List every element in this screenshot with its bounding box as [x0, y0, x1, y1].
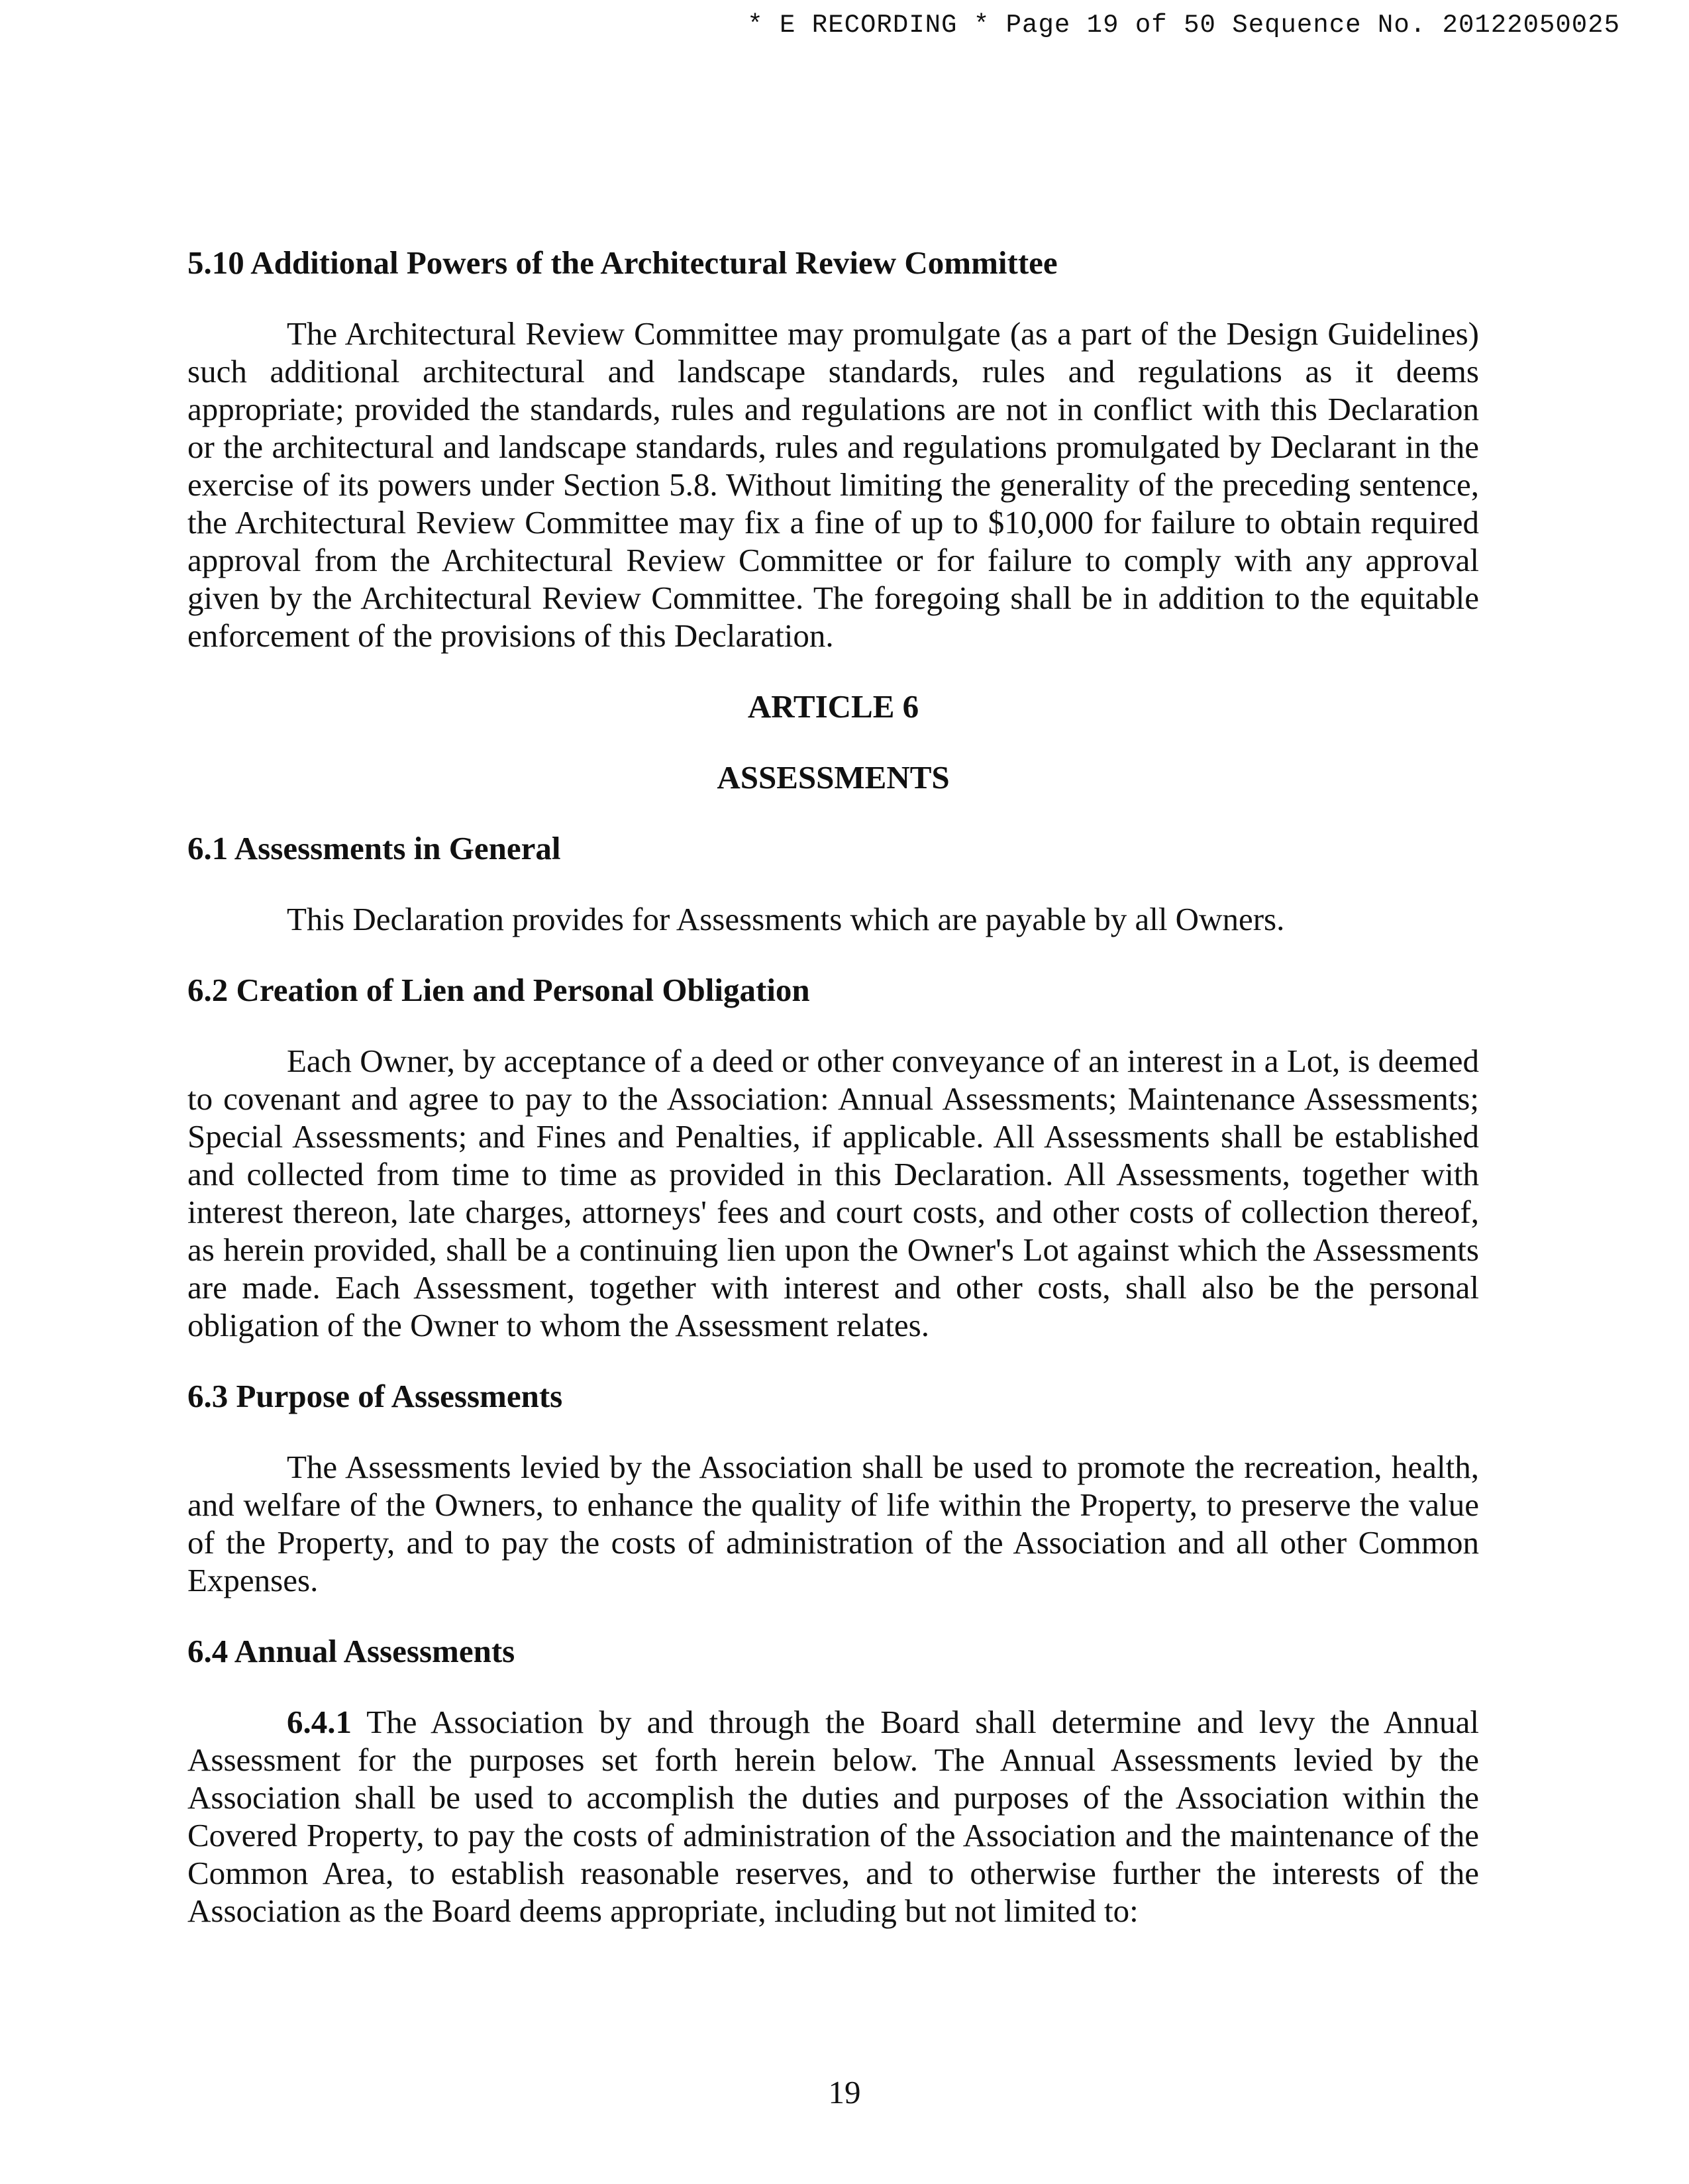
- section-6-3-heading: 6.3 Purpose of Assessments: [187, 1378, 563, 1414]
- section-6-2-heading: 6.2 Creation of Lien and Personal Obligation: [187, 972, 810, 1008]
- section-6-2-body: Each Owner, by acceptance of a deed or other conveyance of an interest in a Lot, is deemed to covenant and agree to pay to the Association: Annual Assessments; Maintenance Assessments; Special Assessments; and Fines and Penalties, if applicable. All Assessments shall be established and collected from time to time as provided in this Declaration. All Assessments, together with interest thereon, late charges, attorneys' fees and court costs, and other costs of collection thereof, as herein provided, shall be a continuing lien upon the Owner's Lot against which the Assessments are made. Each Assessment, together with interest and other costs, shall also be the personal obligation of the Owner to whom the Assessment relates.: [187, 1043, 1479, 1343]
- section-5-10-heading: 5.10 Additional Powers of the Architectural Review Committee: [187, 244, 1058, 281]
- recording-header: * E RECORDING * Page 19 of 50 Sequence No. 20122050025: [747, 11, 1620, 40]
- section-6-4-1-paragraph: [187, 1703, 1479, 1930]
- section-6-3-body: The Assessments levied by the Association shall be used to promote the recreation, health, and welfare of the Owners, to enhance the quality of life within the Property, to preserve the value of the Property, and to pay the costs of administration of the Association and all other Common Expenses.: [187, 1449, 1479, 1598]
- article-number: ARTICLE 6: [747, 688, 919, 725]
- section-6-1-body: This Declaration provides for Assessments which are payable by all Owners.: [287, 901, 1285, 937]
- section-6-1-heading: 6.1 Assessments in General: [187, 830, 561, 866]
- document-body: [187, 244, 1479, 1963]
- article-title: ASSESSMENTS: [717, 759, 950, 796]
- section-6-4-1-body: The Association by and through the Board shall determine and levy the Annual Assessment for the purposes set forth herein below. The Annual Assessments levied by the Association shall be used to accomplish the duties and purposes of the Association within the Covered Property, to pay the costs of administration of the Association and the maintenance of the Common Area, to establish reasonable reserves, and to otherwise further the interests of the Association as the Board deems appropriate, including but not limited to:: [187, 1704, 1479, 1929]
- section-5-10-body: The Architectural Review Committee may promulgate (as a part of the Design Guidelines) such additional architectural and landscape standards, rules and regulations as it deems appropriate; provided the standards, rules and regulations are not in conflict with this Declaration or the architectural and landscape standards, rules and regulations promulgated by Declarant in the exercise of its powers under Section 5.8. Without limiting the generality of the preceding sentence, the Architectural Review Committee may fix a fine of up to $10,000 for failure to obtain required approval from the Architectural Review Committee or for failure to comply with any approval given by the Architectural Review Committee. The foregoing shall be in addition to the equitable enforcement of the provisions of this Declaration.: [187, 315, 1479, 654]
- section-6-4-1-number: 6.4.1: [287, 1704, 352, 1740]
- section-6-4-heading: 6.4 Annual Assessments: [187, 1633, 515, 1669]
- page-number: 19: [828, 2074, 861, 2110]
